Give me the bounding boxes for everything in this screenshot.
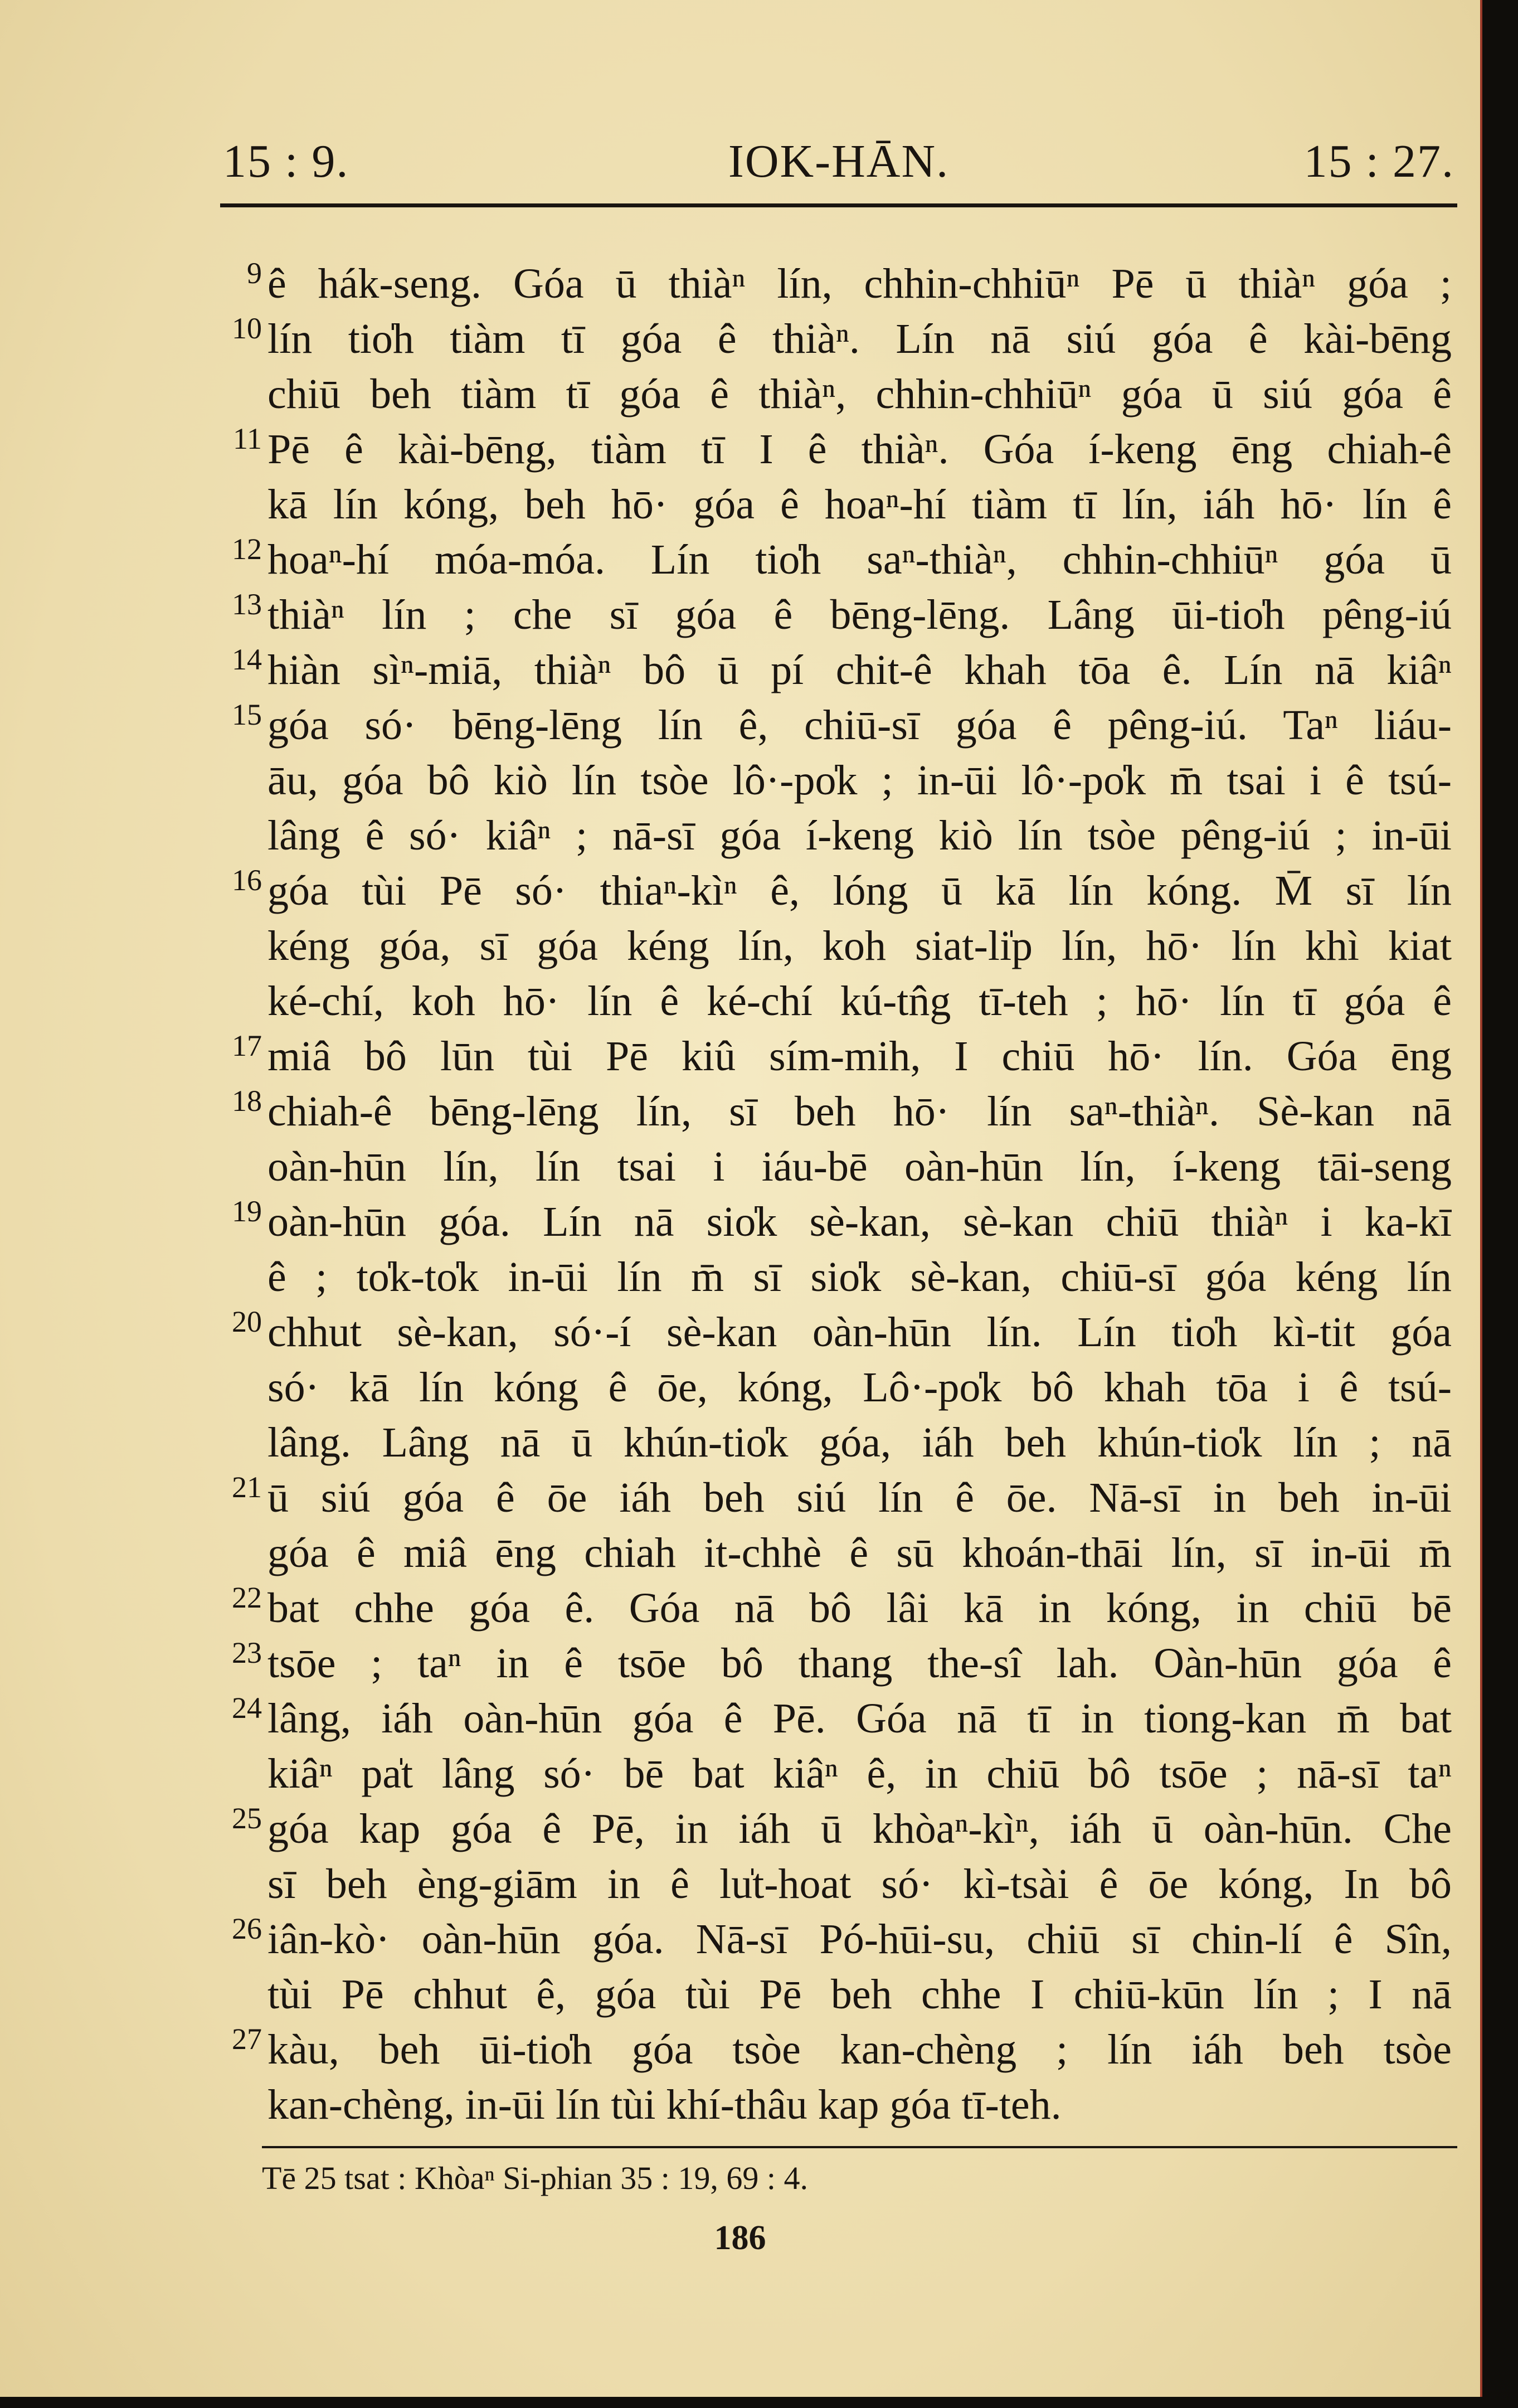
verse-number: 10 xyxy=(232,312,262,345)
text-line xyxy=(0,1967,1482,2022)
text-line xyxy=(0,1305,1482,1360)
line-text: lín tio̍h tiàm tī góa ê thiàⁿ. Lín nā siú góa ê kài-bēng xyxy=(267,315,1452,362)
line-text: só· kā lín kóng ê ōe, kóng, Lô·-po̍k bô khah tōa i ê tsú- xyxy=(267,1364,1452,1411)
header-book-title: IOK-HĀN. xyxy=(728,135,950,187)
verse-number: 11 xyxy=(233,422,262,455)
line-text: āu, góa bô kiò lín tsòe lô·-po̍k ; in-ūi lô·-po̍k m̄ tsai i ê tsú- xyxy=(267,757,1452,804)
text-line xyxy=(0,1029,1482,1084)
line-text: bat chhe góa ê. Góa nā bô lâi kā in kóng, in chiū bē xyxy=(267,1585,1452,1632)
line-text: iân-kò· oàn-hūn góa. Nā-sī Pó-hūi-su, chiū sī chin-lí ê Sîn, xyxy=(267,1916,1452,1963)
line-text: kéng góa, sī góa kéng lín, koh siat-li̍p lín, hō· lín khì kiat xyxy=(267,923,1452,969)
text-line xyxy=(0,1360,1482,1415)
text-line xyxy=(0,588,1482,643)
verse-number: 12 xyxy=(232,532,262,566)
line-text: chiah-ê bēng-lēng lín, sī beh hō· lín saⁿ-thiàⁿ. Sè-kan nā xyxy=(267,1088,1452,1135)
verse-number: 27 xyxy=(232,2022,262,2056)
line-text: tùi Pē chhut ê, góa tùi Pē beh chhe I chiū-kūn lín ; I nā xyxy=(267,1971,1452,2018)
verse-number: 24 xyxy=(232,1691,262,1725)
text-line xyxy=(0,1139,1482,1195)
verse-number: 21 xyxy=(232,1470,262,1504)
line-text: ké-chí, koh hō· lín ê ké-chí kú-tn̂g tī-teh ; hō· lín tī góa ê xyxy=(267,978,1452,1025)
text-line xyxy=(0,1746,1482,1802)
line-text: hiàn sìⁿ-miā, thiàⁿ bô ū pí chit-ê khah tōa ê. Lín nā kiâⁿ xyxy=(267,647,1452,693)
line-text: kàu, beh ūi-tio̍h góa tsòe kan-chèng ; lín iáh beh tsòe xyxy=(267,2026,1452,2073)
text-line xyxy=(0,367,1482,422)
text-line xyxy=(0,1195,1482,1250)
text-line xyxy=(0,753,1482,808)
line-text: lâng, iáh oàn-hūn góa ê Pē. Góa nā tī in tiong-kan m̄ bat xyxy=(267,1695,1452,1742)
verse-number: 18 xyxy=(232,1084,262,1118)
line-text: hoaⁿ-hí móa-móa. Lín tio̍h saⁿ-thiàⁿ, chhin-chhiūⁿ góa ū xyxy=(267,536,1452,583)
running-header xyxy=(223,131,1454,192)
text-line xyxy=(0,643,1482,698)
text-line xyxy=(0,808,1482,863)
verse-number: 23 xyxy=(232,1636,262,1669)
text-line xyxy=(0,1470,1482,1526)
line-text: kiâⁿ pa̍t lâng só· bē bat kiâⁿ ê, in chiū bô tsōe ; nā-sī taⁿ xyxy=(267,1750,1452,1797)
text-line xyxy=(0,1581,1482,1636)
verse-number: 13 xyxy=(232,588,262,621)
line-text: chiū beh tiàm tī góa ê thiàⁿ, chhin-chhiūⁿ góa ū siú góa ê xyxy=(267,371,1452,417)
text-line xyxy=(0,698,1482,753)
line-text: kā lín kóng, beh hō· góa ê hoaⁿ-hí tiàm tī lín, iáh hō· lín ê xyxy=(267,481,1452,528)
verse-number: 26 xyxy=(232,1912,262,1945)
footnote: Tē 25 tsat : Khòaⁿ Si-phian 35 : 19, 69 : 4. xyxy=(262,2160,808,2196)
line-text: chhut sè-kan, só·-í sè-kan oàn-hūn lín. Lín tio̍h kì-tit góa xyxy=(267,1309,1452,1356)
line-text: oàn-hūn lín, lín tsai i iáu-bē oàn-hūn lín, í-keng tāi-seng xyxy=(267,1143,1452,1190)
line-text: Pē ê kài-bēng, tiàm tī I ê thiàⁿ. Góa í-keng ēng chiah-ê xyxy=(267,426,1452,473)
line-text: góa tùi Pē só· thiaⁿ-kìⁿ ê, lóng ū kā lín kóng. M̄ sī lín xyxy=(267,867,1452,914)
header-chapter-verse-end: 15 : 27. xyxy=(1303,135,1454,187)
line-text: miâ bô lūn tùi Pē kiû sím-mih, I chiū hō· lín. Góa ēng xyxy=(267,1033,1452,1080)
line-text: góa ê miâ ēng chiah it-chhè ê sū khoán-thāi lín, sī in-ūi m̄ xyxy=(267,1530,1452,1576)
line-text: tsōe ; taⁿ in ê tsōe bô thang the-sî lah. Oàn-hūn góa ê xyxy=(267,1640,1452,1687)
line-text: kan-chèng, in-ūi lín tùi khí-thâu kap góa tī-teh. xyxy=(267,2081,1062,2128)
text-line xyxy=(0,919,1482,974)
text-line xyxy=(0,1084,1482,1139)
text-line xyxy=(0,422,1482,477)
line-text: ê hák-seng. Góa ū thiàⁿ lín, chhin-chhiūⁿ Pē ū thiàⁿ góa ; xyxy=(267,260,1452,307)
line-text: góa kap góa ê Pē, in iáh ū khòaⁿ-kìⁿ, iáh ū oàn-hūn. Che xyxy=(267,1805,1452,1852)
text-line xyxy=(0,1691,1482,1746)
footnote-rule xyxy=(262,2146,1457,2148)
text-line xyxy=(0,1250,1482,1305)
verse-number: 20 xyxy=(232,1305,262,1338)
line-text: góa só· bēng-lēng lín ê, chiū-sī góa ê pêng-iú. Taⁿ liáu- xyxy=(267,702,1452,749)
text-line xyxy=(0,1912,1482,1967)
verse-number: 22 xyxy=(232,1581,262,1614)
header-chapter-verse-start: 15 : 9. xyxy=(223,135,349,187)
verse-number: 9 xyxy=(247,256,262,290)
line-text: oàn-hūn góa. Lín nā sio̍k sè-kan, sè-kan chiū thiàⁿ i ka-kī xyxy=(267,1198,1452,1245)
verse-number: 15 xyxy=(232,698,262,731)
header-rule xyxy=(220,203,1457,207)
verse-number: 25 xyxy=(232,1802,262,1835)
verse-number: 16 xyxy=(232,863,262,897)
text-line xyxy=(0,863,1482,919)
verse-number: 17 xyxy=(232,1029,262,1062)
line-text: lâng. Lâng nā ū khún-tio̍k góa, iáh beh khún-tio̍k lín ; nā xyxy=(267,1419,1452,1466)
text-line xyxy=(0,532,1482,588)
line-text: thiàⁿ lín ; che sī góa ê bēng-lēng. Lâng ūi-tio̍h pêng-iú xyxy=(267,591,1452,638)
verse-number: 19 xyxy=(232,1195,262,1228)
text-line xyxy=(0,1857,1482,1912)
line-text: ê ; to̍k-to̍k in-ūi lín m̄ sī sio̍k sè-kan, chiū-sī góa kéng lín xyxy=(267,1254,1452,1300)
text-line xyxy=(0,1636,1482,1691)
text-line xyxy=(0,256,1482,312)
text-line xyxy=(0,2077,1482,2133)
text-line xyxy=(0,477,1482,532)
text-line xyxy=(0,1526,1482,1581)
verse-number: 14 xyxy=(232,643,262,676)
page-number: 186 xyxy=(714,2219,766,2257)
text-line xyxy=(0,312,1482,367)
line-text: sī beh èng-giām in ê lu̍t-hoat só· kì-tsài ê ōe kóng, In bô xyxy=(267,1861,1452,1907)
text-line xyxy=(0,1415,1482,1470)
text-line xyxy=(0,2022,1482,2077)
text-line xyxy=(0,1802,1482,1857)
line-text: ū siú góa ê ōe iáh beh siú lín ê ōe. Nā-sī in beh in-ūi xyxy=(267,1474,1452,1521)
line-text: lâng ê só· kiâⁿ ; nā-sī góa í-keng kiò lín tsòe pêng-iú ; in-ūi xyxy=(267,812,1452,859)
text-line xyxy=(0,974,1482,1029)
